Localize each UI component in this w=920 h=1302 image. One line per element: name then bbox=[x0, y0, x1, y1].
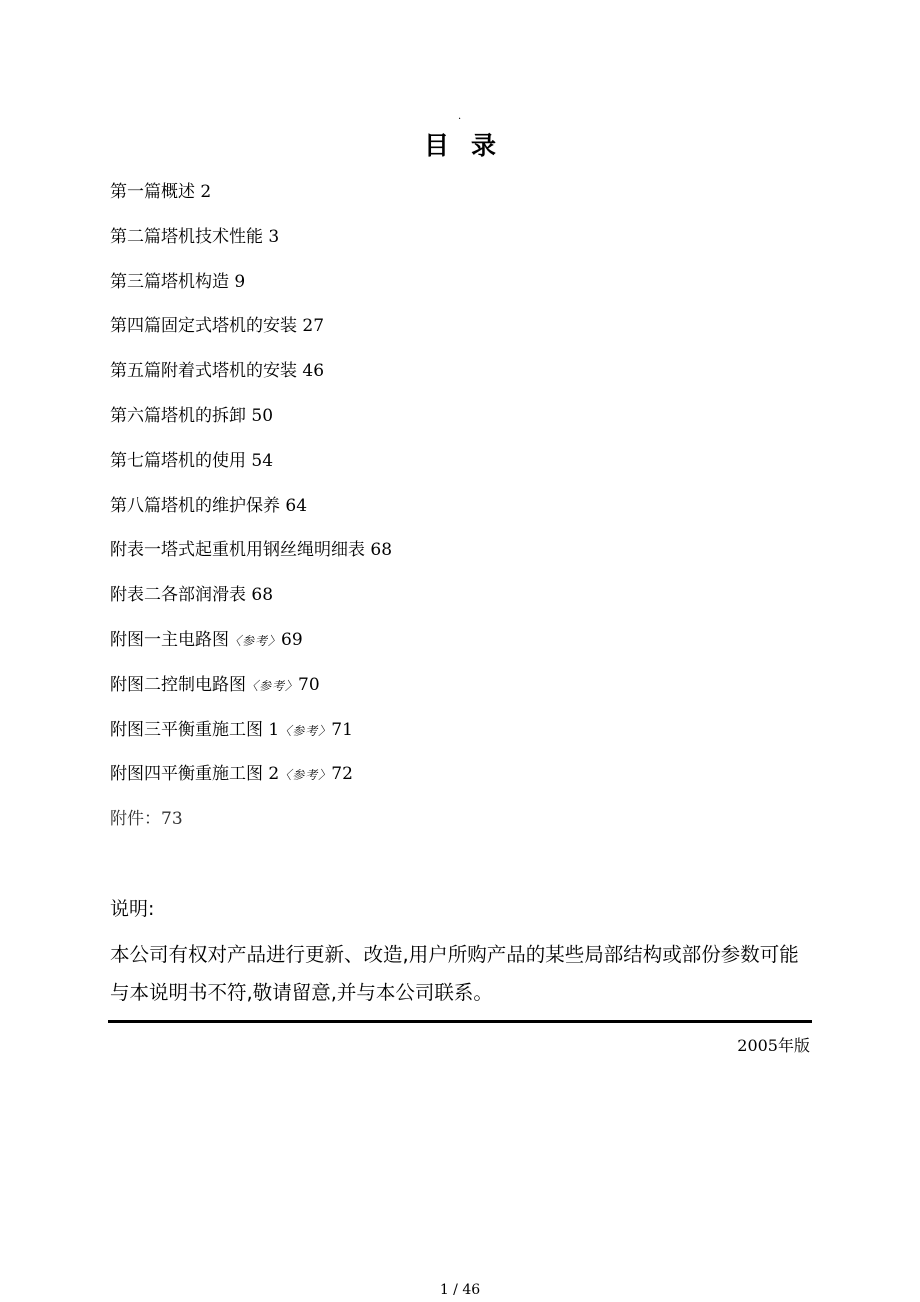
toc-item bbox=[110, 400, 810, 445]
toc-item-label: 附图二控制电路图 bbox=[110, 674, 246, 695]
toc-item bbox=[110, 176, 810, 221]
toc-item bbox=[110, 624, 810, 669]
toc-item-reference-tag: 〈参考〉 bbox=[279, 768, 332, 783]
header-dot: . bbox=[458, 111, 462, 122]
toc-item-label: 第八篇塔机的维护保养 64 bbox=[110, 495, 308, 516]
toc-item-reference-tag: 〈参考〉 bbox=[246, 678, 299, 693]
table-of-contents bbox=[110, 176, 810, 848]
toc-item-label: 附件：73 bbox=[110, 809, 183, 830]
toc-item bbox=[110, 669, 810, 714]
toc-item-label: 第七篇塔机的使用 54 bbox=[110, 450, 274, 471]
toc-item-label: 附表一塔式起重机用钢丝绳明细表 68 bbox=[110, 540, 393, 561]
toc-item-page: 70 bbox=[298, 674, 320, 695]
toc-item bbox=[110, 490, 810, 535]
toc-item-label: 附图四平衡重施工图 2 bbox=[110, 764, 280, 785]
divider-rule bbox=[108, 1020, 812, 1023]
toc-item-label: 第六篇塔机的拆卸 50 bbox=[110, 405, 274, 426]
toc-item-page: 71 bbox=[331, 719, 353, 740]
toc-item bbox=[110, 534, 810, 579]
toc-item-label: 附表二各部润滑表 68 bbox=[110, 585, 274, 606]
toc-item-label: 第四篇固定式塔机的安装 27 bbox=[110, 316, 325, 337]
toc-item bbox=[110, 221, 810, 266]
toc-item bbox=[110, 266, 810, 311]
toc-item bbox=[110, 310, 810, 355]
toc-item-page: 69 bbox=[281, 629, 303, 650]
toc-item bbox=[110, 803, 810, 848]
toc-item bbox=[110, 758, 810, 803]
note-body: 本公司有权对产品进行更新、改造,用户所购产品的某些局部结构或部份参数可能与本说明书不符,敬请留意,并与本公司联系。 bbox=[110, 943, 799, 1004]
toc-item bbox=[110, 714, 810, 759]
toc-item-label: 附图一主电路图 bbox=[110, 629, 229, 650]
toc-item-label: 附图三平衡重施工图 1 bbox=[110, 719, 280, 740]
toc-item-label: 第二篇塔机技术性能 3 bbox=[110, 226, 280, 247]
toc-item-reference-tag: 〈参考〉 bbox=[229, 633, 282, 648]
toc-item-label: 第三篇塔机构造 9 bbox=[110, 271, 246, 292]
toc-item-page: 72 bbox=[331, 764, 353, 785]
edition-label: 2005年版 bbox=[737, 1036, 810, 1055]
page-number: 1 / 46 bbox=[439, 1282, 481, 1298]
note-label: 说明: bbox=[110, 898, 155, 920]
page-title: 目录 bbox=[423, 131, 518, 160]
toc-item-label: 第一篇概述 2 bbox=[110, 182, 212, 202]
toc-item-reference-tag: 〈参考〉 bbox=[279, 723, 332, 738]
toc-item bbox=[110, 445, 810, 490]
toc-item bbox=[110, 579, 810, 624]
toc-item bbox=[110, 355, 810, 400]
toc-item-label: 第五篇附着式塔机的安装 46 bbox=[110, 361, 325, 382]
